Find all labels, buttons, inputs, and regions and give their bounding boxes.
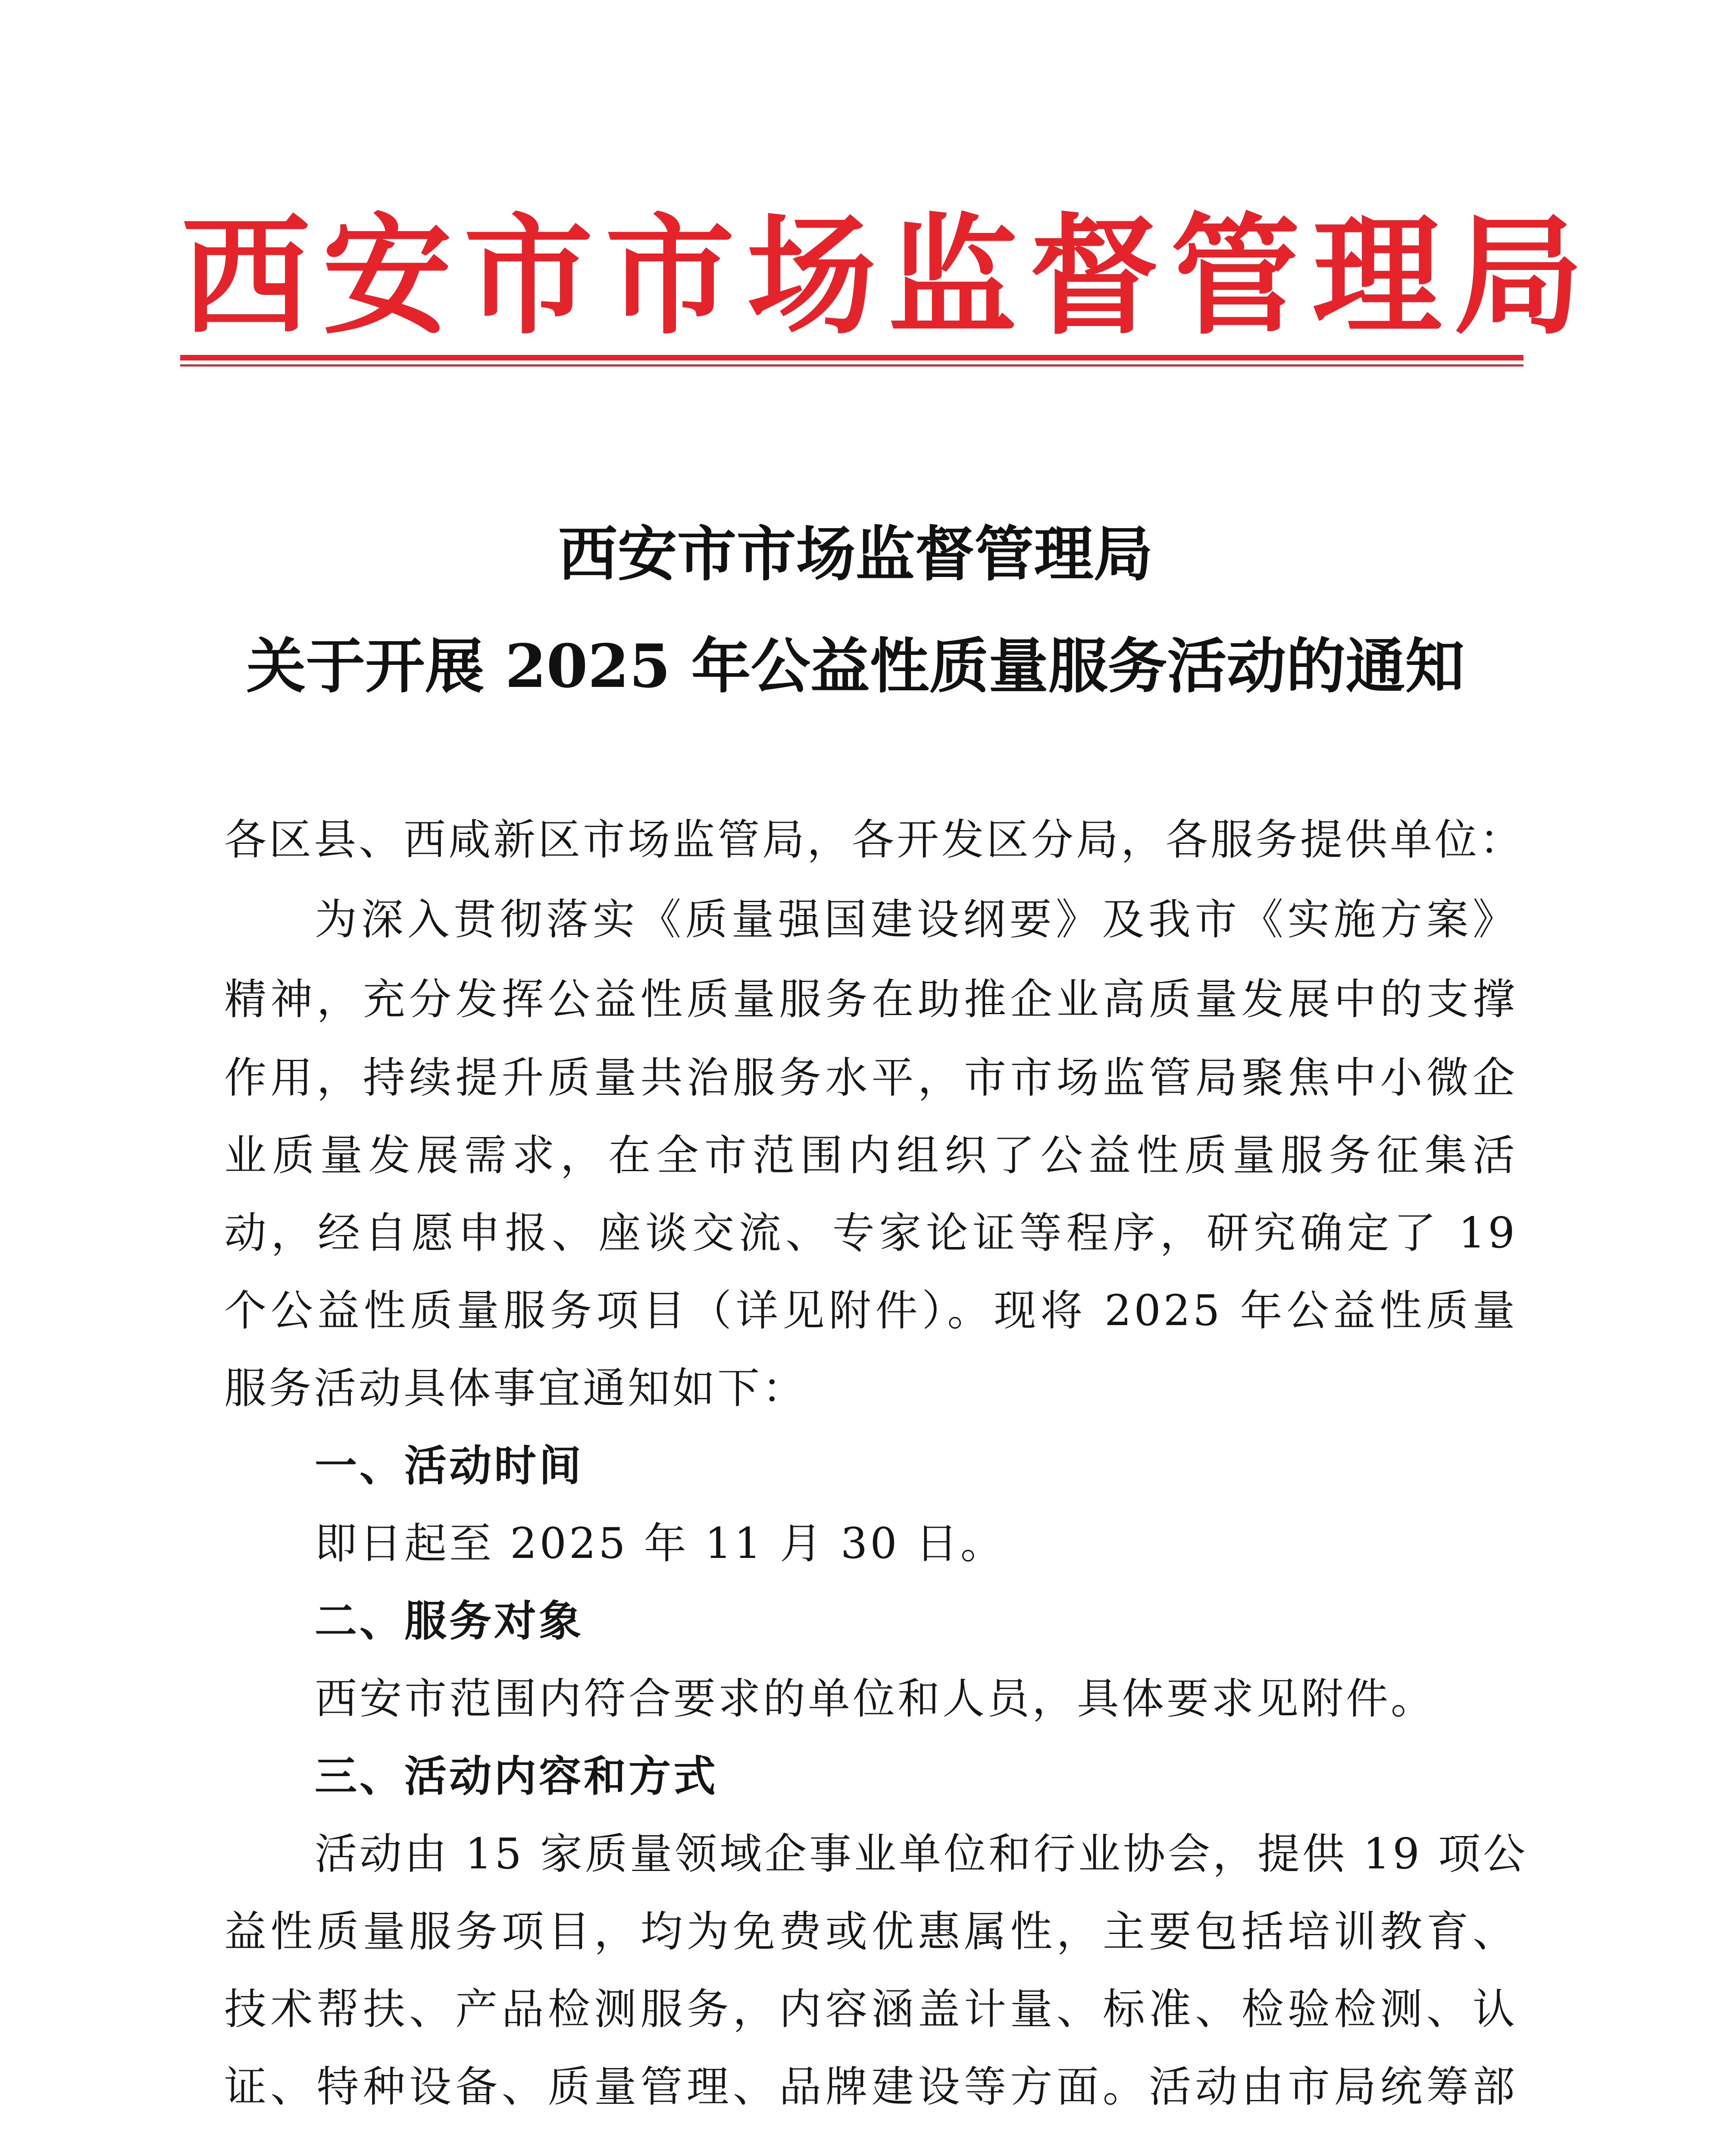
paragraph-3-line: 活动由 15 家质量领域企事业单位和行业协会，提供 19 项公 [315,1830,1528,1879]
paragraph-1-line: 为深入贯彻落实《质量强国建设纲要》及我市《实施方案》 [315,895,1517,944]
paragraph-3-line: 益性质量服务项目，均为免费或优惠属性，主要包括培训教育、 [224,1907,1517,1956]
paragraph-3-line: 证、特种设备、质量管理、品牌建设等方面。活动由市局统筹部 [224,2062,1517,2112]
paragraph-3-line: 技术帮扶、产品检测服务，内容涵盖计量、标准、检验检测、认 [224,1985,1517,2034]
paragraph-1-line: 服务活动具体事宜通知如下： [224,1364,807,1413]
section-heading-content-method: 三、活动内容和方式 [315,1752,719,1801]
letterhead-rule-thin [180,364,1523,367]
notice-title-line-1: 西安市市场监督管理局 [558,519,1153,589]
salutation: 各区县、西咸新区市场监管局，各开发区分局，各服务提供单位： [224,815,1525,865]
notice-title-line-2: 关于开展 2025 年公益性质量服务活动的通知 [246,631,1465,701]
letterhead-org-name: 西安市市场监督管理局 [181,200,1595,352]
section-heading-service-target: 二、服务对象 [315,1597,584,1646]
paragraph-1-line: 作用，持续提升质量共治服务水平，市市场监管局聚焦中小微企 [224,1053,1517,1103]
section-heading-activity-time: 一、活动时间 [315,1442,584,1491]
paragraph-1-line: 业质量发展需求，在全市范围内组织了公益性质量服务征集活 [224,1131,1517,1180]
paragraph-1-line: 个公益性质量服务项目（详见附件）。现将 2025 年公益性质量 [224,1286,1517,1335]
paragraph-1-line: 精神，充分发挥公益性质量服务在助推企业高质量发展中的支撑 [224,975,1517,1024]
activity-time-text: 即日起至 2025 年 11 月 30 日。 [315,1519,1005,1568]
service-target-text: 西安市范围内符合要求的单位和人员，具体要求见附件。 [315,1674,1436,1724]
paragraph-1-line: 动，经自愿申报、座谈交流、专家论证等程序，研究确定了 19 [224,1209,1517,1258]
letterhead-rule-thick [180,355,1523,360]
